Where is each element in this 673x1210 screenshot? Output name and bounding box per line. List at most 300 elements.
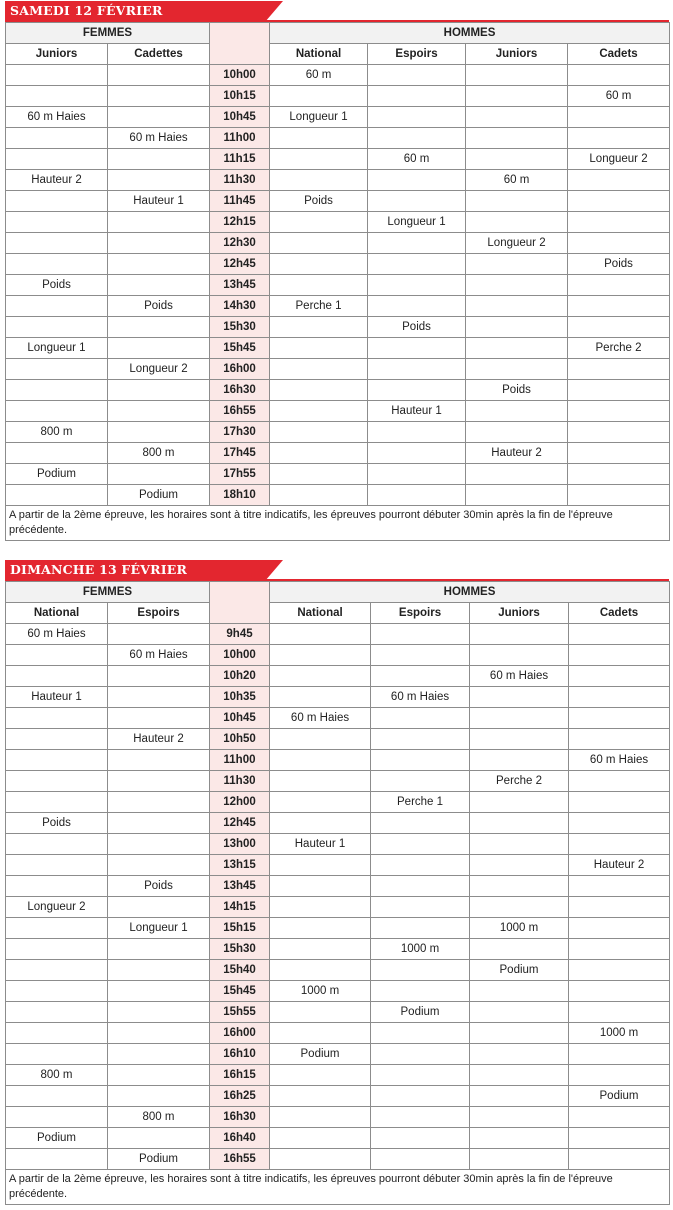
event-cell: 800 m bbox=[108, 443, 210, 464]
event-cell bbox=[569, 687, 670, 708]
table-row bbox=[6, 317, 670, 338]
category-header: Cadettes bbox=[108, 44, 210, 65]
table-row bbox=[6, 422, 670, 443]
table-row bbox=[6, 1086, 670, 1107]
event-cell bbox=[368, 191, 466, 212]
event-cell bbox=[270, 317, 368, 338]
table-row bbox=[6, 771, 670, 792]
time-cell: 15h40 bbox=[210, 960, 270, 981]
event-cell: 60 m bbox=[368, 149, 466, 170]
event-cell bbox=[270, 149, 368, 170]
time-cell: 9h45 bbox=[210, 624, 270, 645]
event-cell bbox=[108, 624, 210, 645]
event-cell bbox=[569, 1002, 670, 1023]
event-cell bbox=[270, 128, 368, 149]
event-cell bbox=[470, 981, 569, 1002]
event-cell bbox=[6, 317, 108, 338]
event-cell bbox=[108, 107, 210, 128]
event-cell bbox=[6, 212, 108, 233]
event-cell bbox=[368, 338, 466, 359]
event-cell bbox=[6, 86, 108, 107]
event-cell bbox=[6, 191, 108, 212]
table-row bbox=[6, 1149, 670, 1170]
schedule-table bbox=[5, 22, 670, 541]
event-cell: Poids bbox=[6, 275, 108, 296]
event-cell bbox=[569, 939, 670, 960]
event-cell bbox=[470, 792, 569, 813]
event-cell bbox=[371, 666, 470, 687]
event-cell bbox=[470, 1002, 569, 1023]
event-cell: 800 m bbox=[108, 1107, 210, 1128]
time-cell: 11h45 bbox=[210, 191, 270, 212]
event-cell bbox=[470, 897, 569, 918]
event-cell bbox=[371, 1128, 470, 1149]
day-banner bbox=[5, 1, 669, 22]
event-cell bbox=[270, 233, 368, 254]
event-cell: Poids bbox=[568, 254, 670, 275]
event-cell bbox=[470, 834, 569, 855]
event-cell bbox=[270, 645, 371, 666]
time-cell: 15h45 bbox=[210, 338, 270, 359]
event-cell bbox=[270, 443, 368, 464]
event-cell bbox=[568, 296, 670, 317]
event-cell bbox=[569, 897, 670, 918]
event-cell bbox=[6, 401, 108, 422]
note-row bbox=[6, 1170, 670, 1205]
event-cell: Longueur 2 bbox=[466, 233, 568, 254]
event-cell bbox=[270, 380, 368, 401]
time-cell: 11h00 bbox=[210, 128, 270, 149]
table-row bbox=[6, 107, 670, 128]
event-cell bbox=[371, 813, 470, 834]
event-cell bbox=[270, 960, 371, 981]
event-cell bbox=[568, 464, 670, 485]
table-row bbox=[6, 876, 670, 897]
event-cell bbox=[270, 338, 368, 359]
table-row bbox=[6, 960, 670, 981]
table-row bbox=[6, 918, 670, 939]
event-cell bbox=[108, 254, 210, 275]
time-cell: 16h40 bbox=[210, 1128, 270, 1149]
day-title: DIMANCHE 13 FÉVRIER bbox=[10, 562, 188, 577]
event-cell: 60 m Haies bbox=[270, 708, 371, 729]
event-cell bbox=[6, 1086, 108, 1107]
event-cell bbox=[569, 834, 670, 855]
table-row bbox=[6, 708, 670, 729]
table-row bbox=[6, 645, 670, 666]
event-cell bbox=[270, 876, 371, 897]
table-row bbox=[6, 792, 670, 813]
category-header-row bbox=[6, 603, 670, 624]
event-cell bbox=[371, 897, 470, 918]
event-cell bbox=[108, 771, 210, 792]
event-cell: Podium bbox=[6, 464, 108, 485]
table-row bbox=[6, 813, 670, 834]
table-row bbox=[6, 666, 670, 687]
event-cell bbox=[108, 233, 210, 254]
time-cell: 12h45 bbox=[210, 813, 270, 834]
event-cell bbox=[6, 981, 108, 1002]
time-cell: 11h00 bbox=[210, 750, 270, 771]
time-cell: 10h00 bbox=[210, 65, 270, 86]
event-cell: Perche 2 bbox=[568, 338, 670, 359]
time-cell: 10h45 bbox=[210, 107, 270, 128]
event-cell bbox=[6, 792, 108, 813]
group-header-femmes: FEMMES bbox=[6, 23, 210, 44]
event-cell bbox=[371, 960, 470, 981]
event-cell bbox=[569, 708, 670, 729]
category-header: Juniors bbox=[466, 44, 568, 65]
event-cell bbox=[6, 1044, 108, 1065]
time-cell: 16h25 bbox=[210, 1086, 270, 1107]
time-cell: 12h45 bbox=[210, 254, 270, 275]
event-cell: Longueur 2 bbox=[568, 149, 670, 170]
time-cell: 16h15 bbox=[210, 1065, 270, 1086]
table-row bbox=[6, 981, 670, 1002]
event-cell: 60 m Haies bbox=[470, 666, 569, 687]
event-cell: Longueur 1 bbox=[6, 338, 108, 359]
event-cell bbox=[569, 876, 670, 897]
table-row bbox=[6, 128, 670, 149]
event-cell bbox=[108, 939, 210, 960]
event-cell: Longueur 1 bbox=[270, 107, 368, 128]
event-cell bbox=[568, 233, 670, 254]
table-row bbox=[6, 380, 670, 401]
event-cell bbox=[270, 1128, 371, 1149]
event-cell bbox=[569, 1128, 670, 1149]
schedule-note: A partir de la 2ème épreuve, les horaires sont à titre indicatifs, les épreuves pourront débuter 30min après la fin de l'épreuve précédente. bbox=[6, 506, 670, 541]
event-cell bbox=[470, 876, 569, 897]
event-cell bbox=[569, 624, 670, 645]
event-cell bbox=[568, 65, 670, 86]
time-cell: 15h45 bbox=[210, 981, 270, 1002]
event-cell bbox=[6, 918, 108, 939]
event-cell bbox=[6, 1023, 108, 1044]
event-cell bbox=[6, 380, 108, 401]
event-cell: Poids bbox=[108, 876, 210, 897]
event-cell bbox=[108, 708, 210, 729]
event-cell: 800 m bbox=[6, 1065, 108, 1086]
time-cell: 10h50 bbox=[210, 729, 270, 750]
event-cell bbox=[466, 422, 568, 443]
event-cell bbox=[108, 212, 210, 233]
event-cell bbox=[466, 149, 568, 170]
category-header: Espoirs bbox=[371, 603, 470, 624]
schedule-sunday bbox=[5, 560, 669, 1205]
event-cell bbox=[568, 212, 670, 233]
event-cell bbox=[470, 855, 569, 876]
category-header: Cadets bbox=[568, 44, 670, 65]
event-cell bbox=[108, 1023, 210, 1044]
event-cell bbox=[108, 422, 210, 443]
group-header-femmes: FEMMES bbox=[6, 582, 210, 603]
event-cell bbox=[270, 897, 371, 918]
event-cell: Poids bbox=[108, 296, 210, 317]
event-cell bbox=[6, 834, 108, 855]
time-cell: 12h15 bbox=[210, 212, 270, 233]
time-cell: 16h30 bbox=[210, 1107, 270, 1128]
event-cell bbox=[470, 1107, 569, 1128]
time-cell: 15h55 bbox=[210, 1002, 270, 1023]
event-cell bbox=[270, 1086, 371, 1107]
table-row bbox=[6, 233, 670, 254]
event-cell bbox=[6, 939, 108, 960]
event-cell bbox=[6, 876, 108, 897]
event-cell bbox=[466, 317, 568, 338]
event-cell: Longueur 2 bbox=[6, 897, 108, 918]
event-cell: 1000 m bbox=[371, 939, 470, 960]
event-cell bbox=[6, 1149, 108, 1170]
table-row bbox=[6, 750, 670, 771]
event-cell: 60 m Haies bbox=[6, 624, 108, 645]
event-cell bbox=[108, 380, 210, 401]
event-cell bbox=[108, 897, 210, 918]
event-cell: Hauteur 2 bbox=[6, 170, 108, 191]
table-row bbox=[6, 897, 670, 918]
event-cell: Hauteur 2 bbox=[569, 855, 670, 876]
event-cell: 60 m Haies bbox=[371, 687, 470, 708]
table-row bbox=[6, 338, 670, 359]
time-cell: 10h20 bbox=[210, 666, 270, 687]
time-header bbox=[210, 582, 270, 624]
table-row bbox=[6, 275, 670, 296]
table-row bbox=[6, 729, 670, 750]
event-cell bbox=[371, 1107, 470, 1128]
event-cell: Longueur 1 bbox=[108, 918, 210, 939]
event-cell bbox=[108, 1086, 210, 1107]
event-cell bbox=[6, 1107, 108, 1128]
event-cell bbox=[108, 1002, 210, 1023]
event-cell bbox=[470, 708, 569, 729]
event-cell: Hauteur 2 bbox=[466, 443, 568, 464]
category-header: Cadets bbox=[569, 603, 670, 624]
event-cell bbox=[108, 1128, 210, 1149]
table-row bbox=[6, 170, 670, 191]
table-row bbox=[6, 86, 670, 107]
event-cell bbox=[466, 86, 568, 107]
event-cell bbox=[6, 65, 108, 86]
event-cell bbox=[568, 422, 670, 443]
event-cell bbox=[270, 86, 368, 107]
event-cell bbox=[6, 149, 108, 170]
event-cell bbox=[270, 855, 371, 876]
event-cell bbox=[466, 212, 568, 233]
table-row bbox=[6, 296, 670, 317]
time-cell: 13h15 bbox=[210, 855, 270, 876]
event-cell bbox=[466, 464, 568, 485]
event-cell: 1000 m bbox=[270, 981, 371, 1002]
event-cell bbox=[569, 1065, 670, 1086]
event-cell bbox=[568, 170, 670, 191]
time-cell: 15h30 bbox=[210, 939, 270, 960]
event-cell: Poids bbox=[368, 317, 466, 338]
table-row bbox=[6, 401, 670, 422]
time-cell: 13h45 bbox=[210, 876, 270, 897]
time-header bbox=[210, 23, 270, 65]
time-cell: 15h30 bbox=[210, 317, 270, 338]
event-cell bbox=[371, 1086, 470, 1107]
event-cell bbox=[270, 624, 371, 645]
event-cell bbox=[108, 338, 210, 359]
event-cell bbox=[270, 1149, 371, 1170]
event-cell bbox=[466, 275, 568, 296]
event-cell bbox=[270, 750, 371, 771]
event-cell bbox=[270, 918, 371, 939]
event-cell bbox=[270, 485, 368, 506]
event-cell bbox=[371, 645, 470, 666]
event-cell bbox=[466, 338, 568, 359]
event-cell bbox=[270, 939, 371, 960]
event-cell bbox=[466, 65, 568, 86]
time-cell: 16h00 bbox=[210, 1023, 270, 1044]
table-row bbox=[6, 359, 670, 380]
time-cell: 14h30 bbox=[210, 296, 270, 317]
event-cell bbox=[108, 170, 210, 191]
event-cell: Podium bbox=[470, 960, 569, 981]
time-cell: 14h15 bbox=[210, 897, 270, 918]
event-cell: Podium bbox=[6, 1128, 108, 1149]
event-cell bbox=[470, 624, 569, 645]
event-cell bbox=[6, 708, 108, 729]
event-cell bbox=[6, 296, 108, 317]
table-row bbox=[6, 624, 670, 645]
event-cell: 60 m Haies bbox=[108, 128, 210, 149]
event-cell bbox=[108, 855, 210, 876]
event-cell bbox=[270, 170, 368, 191]
table-row bbox=[6, 1128, 670, 1149]
event-cell bbox=[108, 275, 210, 296]
event-cell: Podium bbox=[569, 1086, 670, 1107]
event-cell bbox=[371, 708, 470, 729]
event-cell bbox=[466, 359, 568, 380]
time-cell: 12h30 bbox=[210, 233, 270, 254]
time-cell: 16h10 bbox=[210, 1044, 270, 1065]
event-cell bbox=[108, 1044, 210, 1065]
event-cell bbox=[569, 645, 670, 666]
event-cell bbox=[6, 750, 108, 771]
event-cell bbox=[108, 834, 210, 855]
event-cell bbox=[368, 65, 466, 86]
event-cell bbox=[371, 876, 470, 897]
event-cell bbox=[270, 1023, 371, 1044]
event-cell bbox=[368, 485, 466, 506]
event-cell bbox=[270, 422, 368, 443]
day-title: SAMEDI 12 FÉVRIER bbox=[10, 3, 163, 18]
table-row bbox=[6, 1002, 670, 1023]
event-cell bbox=[371, 1065, 470, 1086]
event-cell bbox=[371, 918, 470, 939]
schedule-table bbox=[5, 581, 670, 1205]
note-row bbox=[6, 506, 670, 541]
time-cell: 16h00 bbox=[210, 359, 270, 380]
event-cell: Longueur 1 bbox=[368, 212, 466, 233]
table-row bbox=[6, 464, 670, 485]
event-cell bbox=[569, 813, 670, 834]
event-cell: Poids bbox=[6, 813, 108, 834]
event-cell bbox=[368, 464, 466, 485]
event-cell bbox=[6, 254, 108, 275]
event-cell bbox=[470, 1149, 569, 1170]
event-cell bbox=[466, 401, 568, 422]
event-cell bbox=[6, 359, 108, 380]
event-cell bbox=[368, 359, 466, 380]
day-banner bbox=[5, 560, 669, 581]
table-row bbox=[6, 1107, 670, 1128]
event-cell bbox=[470, 1044, 569, 1065]
event-cell bbox=[270, 254, 368, 275]
event-cell bbox=[368, 275, 466, 296]
table-row bbox=[6, 485, 670, 506]
time-cell: 10h00 bbox=[210, 645, 270, 666]
event-cell bbox=[569, 792, 670, 813]
event-cell bbox=[470, 1128, 569, 1149]
event-cell bbox=[470, 1086, 569, 1107]
event-cell bbox=[368, 233, 466, 254]
event-cell bbox=[569, 960, 670, 981]
event-cell bbox=[569, 1044, 670, 1065]
event-cell bbox=[6, 855, 108, 876]
time-cell: 16h55 bbox=[210, 401, 270, 422]
event-cell: 60 m Haies bbox=[6, 107, 108, 128]
event-cell bbox=[368, 170, 466, 191]
event-cell bbox=[466, 191, 568, 212]
time-cell: 10h35 bbox=[210, 687, 270, 708]
event-cell bbox=[371, 729, 470, 750]
event-cell bbox=[569, 771, 670, 792]
event-cell bbox=[371, 981, 470, 1002]
table-row bbox=[6, 1065, 670, 1086]
event-cell bbox=[270, 401, 368, 422]
event-cell bbox=[368, 296, 466, 317]
category-header: Espoirs bbox=[108, 603, 210, 624]
table-row bbox=[6, 855, 670, 876]
table-row bbox=[6, 65, 670, 86]
event-cell bbox=[108, 666, 210, 687]
time-cell: 18h10 bbox=[210, 485, 270, 506]
event-cell bbox=[6, 485, 108, 506]
event-cell bbox=[108, 750, 210, 771]
group-header-row bbox=[6, 23, 670, 44]
category-header: Juniors bbox=[6, 44, 108, 65]
event-cell bbox=[371, 771, 470, 792]
event-cell bbox=[108, 86, 210, 107]
time-cell: 13h00 bbox=[210, 834, 270, 855]
event-cell bbox=[569, 1107, 670, 1128]
event-cell bbox=[368, 128, 466, 149]
event-cell bbox=[371, 1023, 470, 1044]
time-cell: 11h30 bbox=[210, 771, 270, 792]
event-cell bbox=[470, 645, 569, 666]
event-cell: 800 m bbox=[6, 422, 108, 443]
event-cell bbox=[108, 149, 210, 170]
event-cell bbox=[371, 1149, 470, 1170]
event-cell: Hauteur 2 bbox=[108, 729, 210, 750]
event-cell: Podium bbox=[108, 485, 210, 506]
event-cell bbox=[6, 771, 108, 792]
time-cell: 15h15 bbox=[210, 918, 270, 939]
event-cell bbox=[568, 380, 670, 401]
group-header-hommes: HOMMES bbox=[270, 23, 670, 44]
time-cell: 16h55 bbox=[210, 1149, 270, 1170]
event-cell: Podium bbox=[270, 1044, 371, 1065]
event-cell bbox=[270, 729, 371, 750]
time-cell: 10h15 bbox=[210, 86, 270, 107]
category-header: National bbox=[270, 603, 371, 624]
event-cell bbox=[568, 443, 670, 464]
event-cell bbox=[108, 464, 210, 485]
event-cell bbox=[6, 128, 108, 149]
event-cell bbox=[568, 401, 670, 422]
